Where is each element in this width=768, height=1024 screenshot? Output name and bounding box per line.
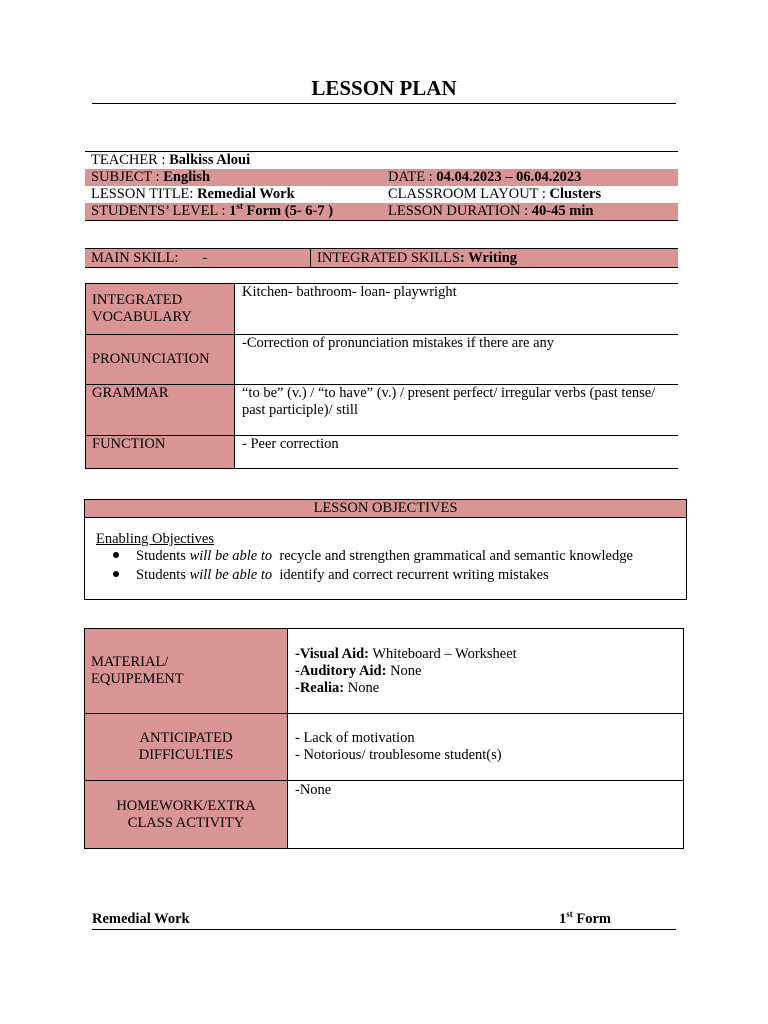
objectives-box (84, 499, 687, 600)
difficulties-label (85, 714, 288, 781)
footer-form (559, 911, 611, 928)
material-label-line: EQUIPEMENT (91, 671, 184, 687)
material-value (288, 629, 684, 714)
realia-value: None (344, 679, 380, 696)
visual-aid-value: Whiteboard – Worksheet (369, 645, 517, 662)
difficulty-item: - Notorious/ troublesome student(s) (295, 747, 502, 763)
duration-value: 40-45 min (531, 203, 594, 219)
objective-item (113, 566, 549, 585)
integrated-skills-value: : Writing (459, 250, 518, 266)
skills-row (85, 248, 678, 268)
grammar-value: “to be” (v.) / “to have” (v.) / present perfect/ irregular verbs (past tense/ past participle)/ still (235, 385, 679, 436)
footer-lesson-title: Remedial Work (92, 911, 190, 927)
vocabulary-label: INTEGRATED VOCABULARY (86, 284, 235, 335)
footer-form-number: 1 (559, 911, 567, 927)
level-number: 1 (229, 203, 237, 219)
level-label: STUDENTS’ LEVEL : (91, 203, 230, 219)
footer-form-suffix: st (566, 909, 573, 920)
integrated-skills-label: INTEGRATED SKILLS (317, 250, 460, 266)
title-underline (92, 103, 676, 104)
teacher-value: Balkiss Aloui (169, 152, 251, 168)
difficulties-label-line: ANTICIPATED (139, 730, 233, 746)
bullet-icon (113, 571, 119, 577)
realia-line (295, 680, 683, 697)
level-value (229, 203, 333, 219)
difficulty-item: - Lack of motivation (295, 730, 415, 746)
objective-modal: will be able to (189, 548, 273, 564)
homework-value: -None (288, 781, 684, 849)
language-table (85, 283, 678, 469)
visual-aid-line (295, 646, 683, 663)
auditory-aid-line (295, 663, 683, 680)
level-suffix: st (236, 201, 243, 212)
lesson-title-cell (91, 186, 295, 203)
level-form: Form (5- 6-7 ) (242, 203, 334, 219)
objective-subject: Students (136, 567, 190, 583)
objective-text: recycle and strengthen grammatical and semantic knowledge (272, 548, 633, 564)
level-row (85, 203, 678, 221)
objective-subject: Students (136, 548, 190, 564)
auditory-aid-value: None (386, 662, 422, 679)
pronunciation-label: PRONUNCIATION (86, 335, 235, 385)
pronunciation-value: -Correction of pronunciation mistakes if there are any (235, 335, 679, 385)
material-label-line: MATERIAL/ (91, 654, 169, 670)
difficulties-value (288, 714, 684, 781)
level-cell (91, 203, 333, 220)
footer-form-text: Form (572, 911, 611, 927)
date-cell (388, 169, 581, 186)
bullet-icon (113, 552, 119, 558)
enabling-objectives-title: Enabling Objectives (96, 531, 214, 547)
date-value: 04.04.2023 – 06.04.2023 (436, 169, 582, 185)
layout-cell (388, 186, 601, 203)
homework-label-line: HOMEWORK/EXTRA (116, 797, 256, 814)
materials-table (84, 628, 684, 849)
pronunciation-row (86, 335, 679, 385)
main-skill-cell (91, 249, 207, 267)
material-row (85, 629, 684, 714)
teacher-row (85, 151, 678, 169)
lesson-title-value: Remedial Work (197, 186, 295, 202)
objective-item (113, 547, 633, 566)
difficulties-label-line: DIFFICULTIES (138, 747, 234, 763)
teacher-cell (91, 152, 250, 169)
teacher-label: TEACHER : (91, 152, 170, 168)
grammar-row (86, 385, 679, 436)
lesson-info-table (85, 151, 678, 221)
objective-modal: will be able to (189, 567, 273, 583)
material-label (85, 629, 288, 714)
homework-label-line: CLASS ACTIVITY (127, 814, 245, 831)
layout-label: CLASSROOM LAYOUT : (388, 186, 550, 202)
duration-label: LESSON DURATION : (388, 203, 532, 219)
subject-cell (91, 169, 210, 186)
auditory-aid-label: -Auditory Aid: (295, 662, 387, 679)
homework-label (85, 781, 288, 849)
vocabulary-row (86, 284, 679, 335)
realia-label: -Realia: (295, 679, 345, 696)
main-skill-label: MAIN SKILL: (91, 250, 179, 266)
footer-rule (92, 929, 676, 930)
page-title: LESSON PLAN (311, 76, 457, 100)
objective-text: identify and correct recurrent writing mistakes (272, 567, 549, 583)
subject-label: SUBJECT : (91, 169, 164, 185)
date-label: DATE : (388, 169, 437, 185)
vocabulary-value: Kitchen- bathroom- loan- playwright (235, 284, 679, 335)
skills-divider (310, 249, 311, 267)
grammar-label: GRAMMAR (86, 385, 235, 436)
integrated-skills-cell (317, 249, 517, 267)
visual-aid-label: -Visual Aid: (295, 645, 369, 662)
function-row (86, 436, 679, 469)
lesson-title-label: LESSON TITLE: (91, 186, 198, 202)
main-skill-value: - (202, 250, 208, 266)
layout-value: Clusters (549, 186, 602, 202)
duration-cell (388, 203, 593, 220)
function-label: FUNCTION (86, 436, 235, 469)
subject-value: English (163, 169, 211, 185)
lesson-title-row (85, 186, 678, 203)
function-value: - Peer correction (235, 436, 679, 469)
difficulties-row (85, 714, 684, 781)
subject-row (85, 169, 678, 186)
homework-row (85, 781, 684, 849)
objectives-heading: LESSON OBJECTIVES (85, 500, 686, 518)
